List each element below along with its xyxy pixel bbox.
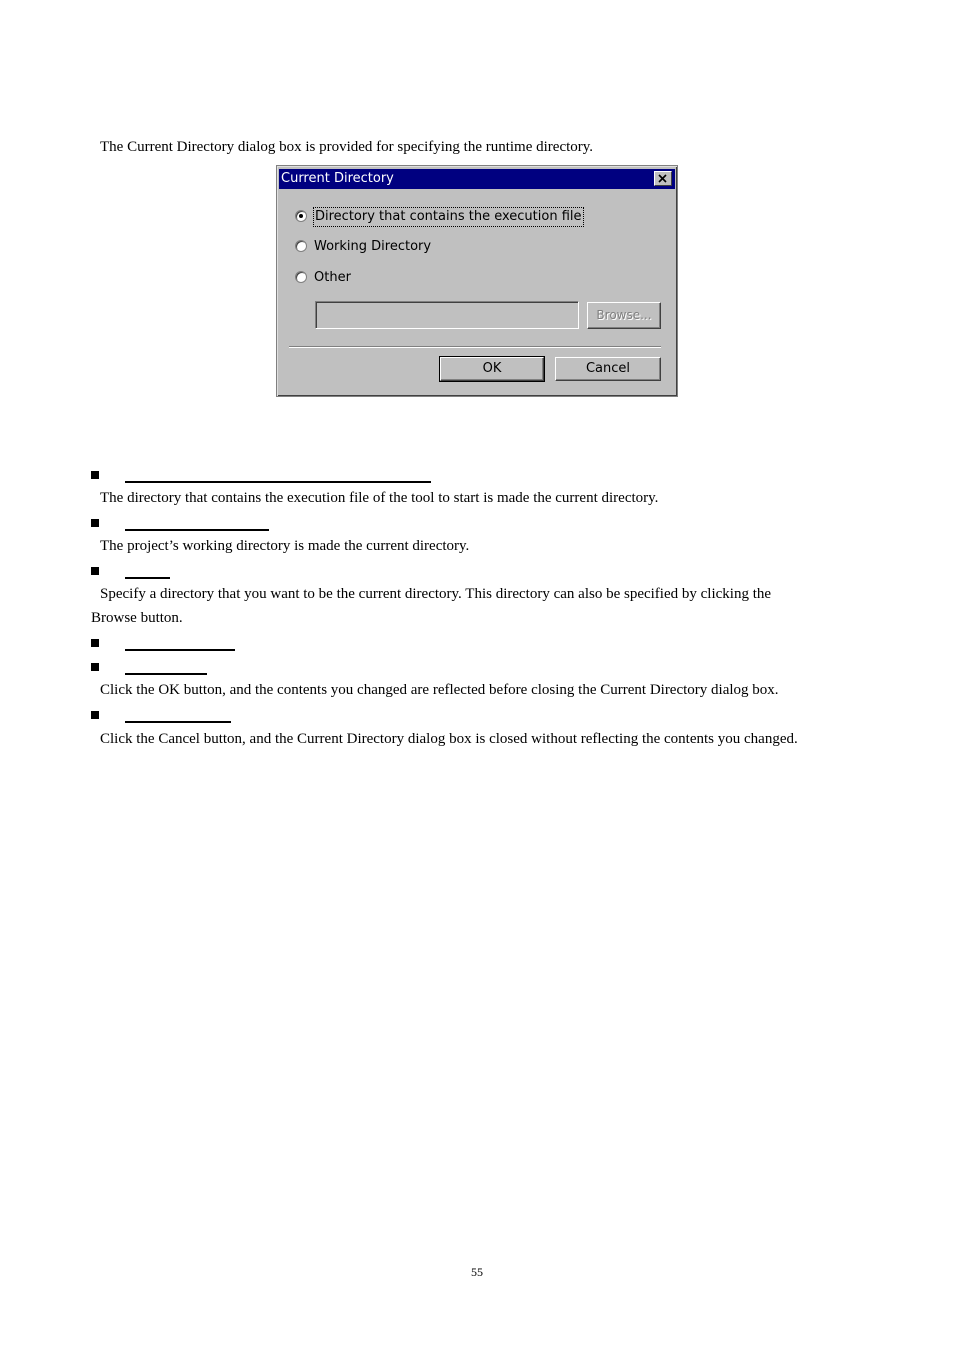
bullet-square-icon bbox=[91, 519, 99, 527]
section-body: Specify a directory that you want to be the current directory. This directory can also be specified by clicking the bbox=[100, 586, 772, 602]
current-directory-dialog bbox=[276, 165, 678, 397]
bullet-square-icon bbox=[91, 639, 99, 647]
radio-label: Directory that contains the execution file bbox=[315, 209, 582, 224]
section-body: Click the Cancel button, and the Current Directory dialog box is closed without reflecting the contents you changed. bbox=[100, 731, 798, 747]
radio-button[interactable] bbox=[295, 271, 307, 283]
bullet-square-icon bbox=[91, 711, 99, 719]
radio-button[interactable] bbox=[295, 240, 307, 252]
radio-button[interactable] bbox=[295, 210, 307, 222]
other-directory-input[interactable] bbox=[315, 301, 579, 329]
ok-button[interactable]: OK bbox=[440, 357, 544, 381]
radio-label: Working Directory bbox=[314, 239, 432, 254]
radio-label: Other bbox=[314, 270, 351, 285]
close-x-icon bbox=[655, 172, 671, 185]
heading-underline bbox=[125, 577, 170, 579]
bullet-square-icon bbox=[91, 471, 99, 479]
heading-underline bbox=[125, 721, 231, 723]
dialog-title: Current Directory bbox=[281, 171, 394, 186]
section-body: Click the OK button, and the contents you changed are reflected before closing the Current Directory dialog box. bbox=[100, 682, 779, 698]
section-body: The directory that contains the execution file of the tool to start is made the current directory. bbox=[100, 490, 659, 506]
heading-underline bbox=[125, 673, 207, 675]
dialog-titlebar[interactable] bbox=[279, 169, 675, 189]
heading-underline bbox=[125, 649, 235, 651]
bullet-square-icon bbox=[91, 663, 99, 671]
close-button[interactable] bbox=[654, 171, 672, 186]
radio-selected-dot bbox=[299, 214, 303, 218]
dialog-separator bbox=[289, 346, 661, 348]
heading-underline bbox=[125, 529, 269, 531]
page-number: 55 bbox=[471, 1265, 483, 1279]
section-body: Browse button. bbox=[91, 610, 183, 626]
section-body: The project’s working directory is made the current directory. bbox=[100, 538, 470, 554]
bullet-square-icon bbox=[91, 567, 99, 575]
intro-text: The Current Directory dialog box is provided for specifying the runtime directory. bbox=[100, 139, 594, 155]
heading-underline bbox=[125, 481, 431, 483]
cancel-button[interactable]: Cancel bbox=[555, 357, 661, 381]
browse-button[interactable]: Browse... bbox=[587, 302, 661, 329]
